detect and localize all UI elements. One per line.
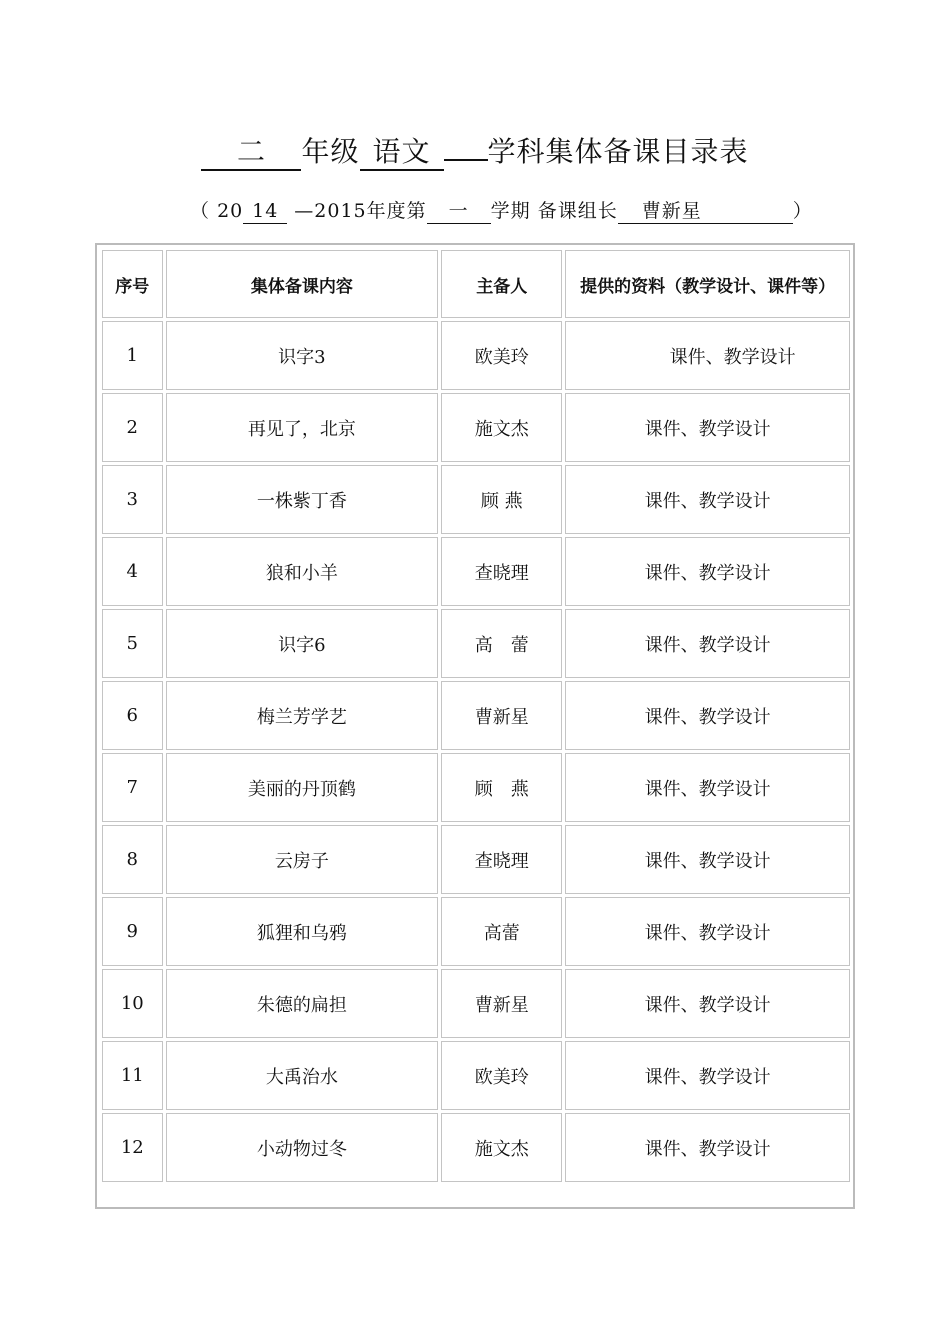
table-row [102, 1113, 850, 1182]
table-row [102, 537, 850, 606]
row-content: 云房子 [166, 825, 439, 894]
row-materials: 课件、教学设计 [565, 321, 850, 390]
row-materials: 课件、教学设计 [565, 897, 850, 966]
row-content: 朱德的扁担 [166, 969, 439, 1038]
table-row [102, 681, 850, 750]
header-no: 序号 [102, 250, 163, 318]
row-no: 12 [102, 1113, 163, 1182]
row-no: 10 [102, 969, 163, 1038]
subtitle-close-paren: ） [792, 200, 813, 222]
row-content: 梅兰芳学艺 [166, 681, 439, 750]
row-lead: 高 蕾 [441, 609, 562, 678]
header-content: 集体备课内容 [166, 250, 439, 318]
row-no: 7 [102, 753, 163, 822]
subject-trailing-blank [444, 159, 488, 161]
table-row [102, 465, 850, 534]
year-label: 年度第 [366, 200, 427, 222]
row-lead: 欧美玲 [441, 1041, 562, 1110]
row-materials: 课件、教学设计 [565, 681, 850, 750]
row-materials: 课件、教学设计 [565, 1113, 850, 1182]
title-suffix: 学科集体备课目录表 [487, 135, 749, 168]
row-content: 狐狸和乌鸦 [166, 897, 439, 966]
row-content: 大禹治水 [166, 1041, 439, 1110]
row-lead: 查晓理 [441, 537, 562, 606]
table-row [102, 609, 850, 678]
row-lead: 高蕾 [441, 897, 562, 966]
row-materials: 课件、教学设计 [565, 537, 850, 606]
row-content: 识字3 [166, 321, 439, 390]
leader-blank: 曹新星 [618, 199, 793, 224]
header-lead: 主备人 [441, 250, 562, 318]
row-no: 5 [102, 609, 163, 678]
row-no: 3 [102, 465, 163, 534]
table-row [102, 969, 850, 1038]
table-row [102, 1041, 850, 1110]
subtitle-open-paren: （ [190, 200, 211, 222]
year-end: —2015 [294, 200, 367, 222]
grade-blank: 二 [201, 135, 301, 171]
term-blank: 一 [427, 199, 491, 224]
row-no: 2 [102, 393, 163, 462]
year-start-blank: 14 [243, 199, 287, 224]
term-label: 学期 [490, 200, 531, 222]
row-lead: 顾 燕 [441, 753, 562, 822]
row-no: 9 [102, 897, 163, 966]
row-content: 一株紫丁香 [166, 465, 439, 534]
header-materials: 提供的资料（教学设计、课件等） [565, 250, 850, 318]
row-materials: 课件、教学设计 [565, 753, 850, 822]
row-lead: 施文杰 [441, 393, 562, 462]
row-lead: 曹新星 [441, 969, 562, 1038]
table-row [102, 753, 850, 822]
row-content: 再见了，北京 [166, 393, 439, 462]
row-content: 美丽的丹顶鹤 [166, 753, 439, 822]
year-prefix: 20 [217, 200, 244, 222]
table-row [102, 825, 850, 894]
page-title [0, 130, 950, 171]
row-lead: 查晓理 [441, 825, 562, 894]
row-no: 1 [102, 321, 163, 390]
subject-blank: 语文 [360, 135, 444, 171]
row-content: 小动物过冬 [166, 1113, 439, 1182]
row-materials: 课件、教学设计 [565, 1041, 850, 1110]
row-no: 6 [102, 681, 163, 750]
lesson-plan-table [99, 247, 853, 1185]
table-row [102, 393, 850, 462]
table-row [102, 897, 850, 966]
row-lead: 曹新星 [441, 681, 562, 750]
row-content: 识字6 [166, 609, 439, 678]
lesson-plan-table-frame [95, 243, 855, 1209]
row-materials: 课件、教学设计 [565, 969, 850, 1038]
row-no: 4 [102, 537, 163, 606]
row-lead: 顾 燕 [441, 465, 562, 534]
subtitle-line [190, 196, 813, 224]
row-materials: 课件、教学设计 [565, 393, 850, 462]
row-materials: 课件、教学设计 [565, 465, 850, 534]
table-header-row [102, 250, 850, 318]
leader-label: 备课组长 [537, 200, 618, 222]
table-row [102, 321, 850, 390]
row-no: 11 [102, 1041, 163, 1110]
row-lead: 欧美玲 [441, 321, 562, 390]
row-materials: 课件、教学设计 [565, 609, 850, 678]
row-content: 狼和小羊 [166, 537, 439, 606]
row-no: 8 [102, 825, 163, 894]
row-lead: 施文杰 [441, 1113, 562, 1182]
row-materials: 课件、教学设计 [565, 825, 850, 894]
grade-suffix: 年级 [301, 135, 360, 168]
